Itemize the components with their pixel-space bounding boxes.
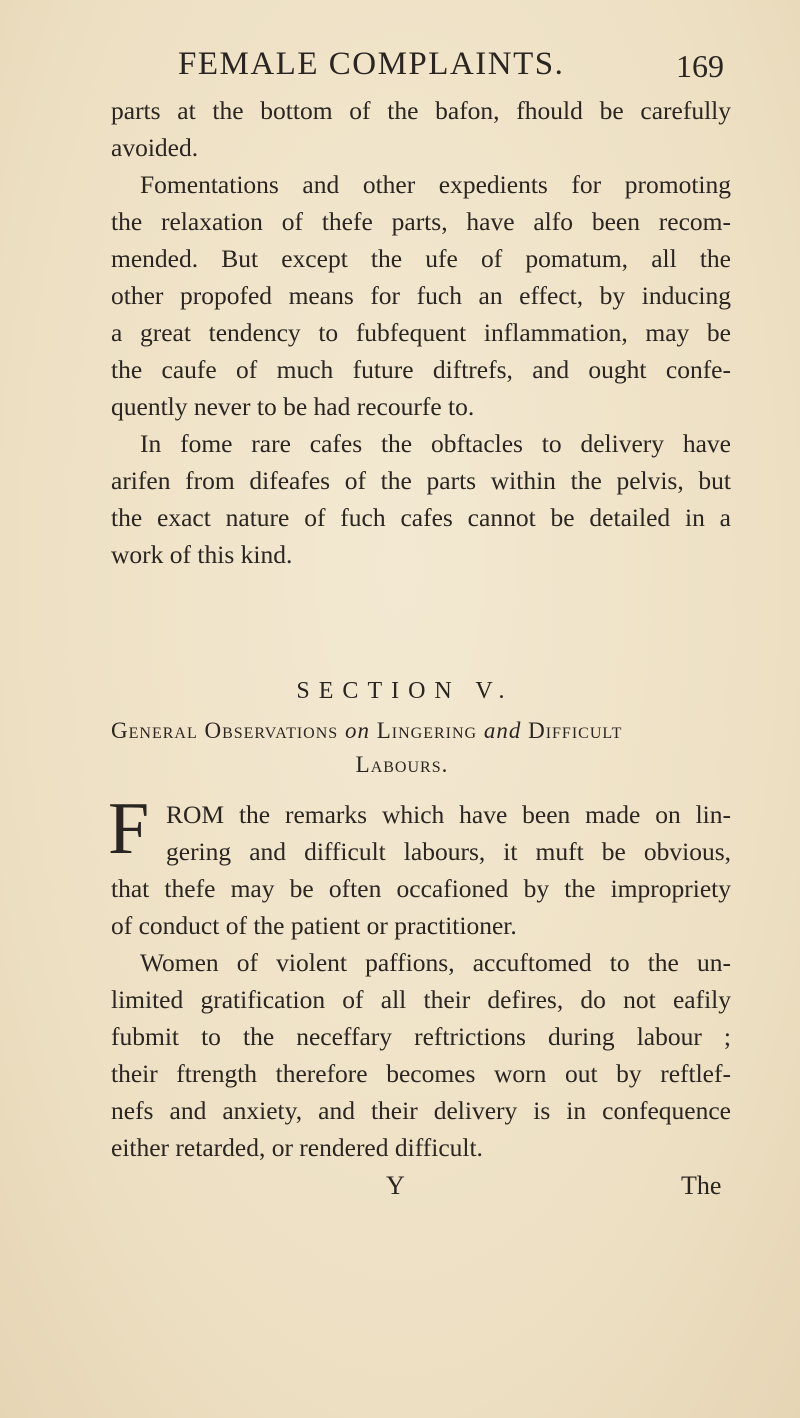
text-line: quently never to be had recourfe to. [111,392,475,421]
subheading-part: Difficult [528,718,623,743]
page-header [0,46,800,86]
text-line: mended. But except the ufe of pomatum, all the [111,244,731,273]
text-line: nefs and anxiety, and their delivery is in confequence [111,1096,731,1125]
text-line: other propofed means for fuch an effect, by inducing [111,281,731,310]
section-subheading-line2 [0,752,800,778]
section-subheading [111,718,731,744]
subheading-part: Lingering [376,718,478,743]
catchword: The [681,1171,722,1200]
text-line: of conduct of the patient or practitioner. [111,911,517,940]
text-line: gering and difficult labours, it muft be obvious, [166,837,731,866]
subheading-part: General Observations [111,718,339,743]
text-line: their ftrength therefore becomes worn out by reftlef- [111,1059,731,1088]
subheading-part: Labours. [355,752,449,777]
text-line: avoided. [111,133,199,162]
text-line: Women of violent paffions, accuftomed to the un- [140,948,731,977]
page-number: 169 [676,48,724,84]
text-line: ROM the remarks which have been made on lin- [166,800,731,829]
text-line: arifen from difeafes of the parts within the pelvis, but [111,466,731,495]
text-line: the exact nature of fuch cafes cannot be detailed in a [111,503,731,532]
text-line: parts at the bottom of the bafon, fhould be carefully [111,96,731,125]
text-line: the relaxation of thefe parts, have alfo been recom- [111,207,731,236]
text-line: fubmit to the neceffary reftrictions during labour ; [111,1022,731,1051]
text-line: In fome rare cafes the obftacles to delivery have [140,429,731,458]
text-line: the caufe of much future diftrefs, and ought confe- [111,355,731,384]
text-line: that thefe may be often occafioned by the impropriety [111,874,731,903]
signature-mark: Y [386,1171,405,1200]
drop-cap: F [108,788,150,870]
subheading-part: and [483,718,522,743]
text-line: work of this kind. [111,540,293,569]
subheading-part: on [344,718,370,743]
section-title: SECTION V. [296,678,514,704]
text-line: Fomentations and other expedients for promoting [140,170,731,199]
text-line: a great tendency to fubfequent inflammation, may be [111,318,731,347]
text-line: limited gratification of all their defires, do not eafily [111,985,731,1014]
text-line: either retarded, or rendered difficult. [111,1133,483,1162]
running-head: FEMALE COMPLAINTS. [178,46,565,82]
